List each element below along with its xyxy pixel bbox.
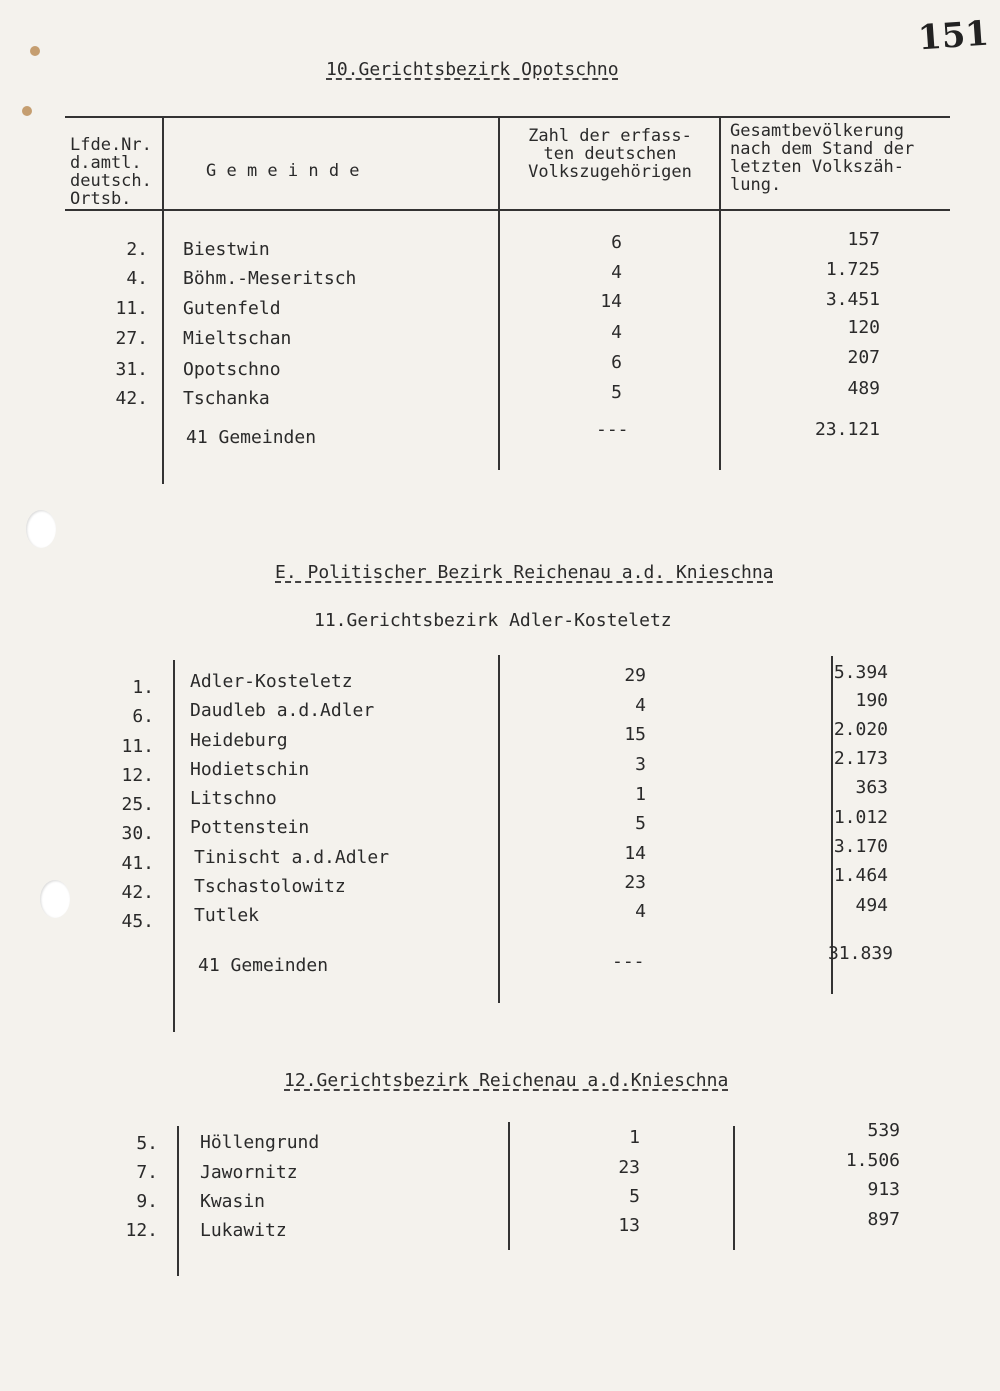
- row-zahl: 14: [624, 843, 646, 864]
- row-zahl: 13: [618, 1215, 640, 1236]
- punch-hole-top: [26, 510, 56, 548]
- total-zahl: ---: [596, 419, 629, 440]
- row-name: Hodietschin: [190, 759, 310, 780]
- section-title: 12.Gerichtsbezirk Reichenau a.d.Knieschna: [284, 1070, 729, 1091]
- row-gesamt: 2.020: [833, 719, 888, 740]
- district-heading: E. Politischer Bezirk Reichenau a.d. Knieschna: [275, 562, 774, 583]
- row-nr: 6.: [132, 706, 154, 727]
- col-header-gemeinde: G e m e i n d e: [206, 161, 360, 181]
- row-nr: 42.: [115, 388, 148, 409]
- row-gesamt: 5.394: [833, 662, 888, 683]
- row-name: Böhm.-Meseritsch: [183, 268, 357, 289]
- row-name: Opotschno: [183, 359, 281, 380]
- row-name: Jawornitz: [200, 1162, 298, 1183]
- row-nr: 42.: [121, 882, 154, 903]
- row-name: Tutlek: [194, 905, 260, 926]
- col-divider: [498, 118, 500, 470]
- row-zahl: 4: [611, 322, 622, 343]
- section-title: 11.Gerichtsbezirk Adler-Kosteletz: [314, 610, 672, 631]
- row-zahl: 4: [635, 901, 646, 922]
- punch-hole-bottom: [40, 880, 70, 918]
- row-zahl: 5: [611, 382, 622, 403]
- section-title: 10.Gerichtsbezirk Opotschno: [326, 59, 619, 80]
- col-divider: [162, 118, 164, 484]
- row-gesamt: 494: [855, 895, 888, 916]
- col-header-zahl: Zahl der erfass- ten deutschen Volkszugehörigen: [528, 126, 692, 182]
- total-gesamt: 31.839: [827, 943, 893, 964]
- row-nr: 12.: [121, 765, 154, 786]
- total-label: 41 Gemeinden: [198, 955, 329, 976]
- row-gesamt: 1.725: [825, 259, 880, 280]
- col-divider: [498, 655, 500, 1003]
- row-name: Adler-Kosteletz: [190, 671, 353, 692]
- row-zahl: 4: [635, 695, 646, 716]
- row-name: Kwasin: [200, 1191, 266, 1212]
- row-nr: 12.: [125, 1220, 158, 1241]
- row-nr: 11.: [115, 298, 148, 319]
- row-name: Mieltschan: [183, 328, 292, 349]
- row-gesamt: 2.173: [833, 748, 888, 769]
- col-divider: [173, 660, 175, 1032]
- row-zahl: 29: [624, 665, 646, 686]
- row-name: Tschastolowitz: [194, 876, 346, 897]
- header-bottom-rule: [65, 209, 950, 211]
- row-zahl: 5: [629, 1186, 640, 1207]
- page-number-stamp: 151: [916, 13, 991, 59]
- row-gesamt: 539: [867, 1120, 900, 1141]
- row-name: Tschanka: [183, 388, 270, 409]
- rust-mark: [30, 46, 40, 56]
- row-gesamt: 157: [847, 229, 880, 250]
- row-nr: 25.: [121, 794, 154, 815]
- row-zahl: 1: [635, 784, 646, 805]
- rust-mark: [22, 106, 32, 116]
- row-nr: 41.: [121, 853, 154, 874]
- row-gesamt: 1.506: [845, 1150, 900, 1171]
- row-zahl: 23: [624, 872, 646, 893]
- row-nr: 9.: [136, 1191, 158, 1212]
- row-nr: 11.: [121, 736, 154, 757]
- row-nr: 4.: [126, 268, 148, 289]
- row-name: Biestwin: [183, 239, 270, 260]
- row-name: Litschno: [190, 788, 277, 809]
- row-nr: 2.: [126, 239, 148, 260]
- row-zahl: 15: [624, 724, 646, 745]
- row-gesamt: 3.170: [833, 836, 888, 857]
- row-name: Lukawitz: [200, 1220, 287, 1241]
- total-zahl: ---: [612, 951, 645, 972]
- row-name: Pottenstein: [190, 817, 310, 838]
- row-nr: 5.: [136, 1133, 158, 1154]
- row-name: Gutenfeld: [183, 298, 281, 319]
- col-header-gesamt: Gesamtbevölkerung nach dem Stand der letzten Volkszäh- lung.: [730, 121, 915, 195]
- row-gesamt: 190: [855, 690, 888, 711]
- col-divider: [508, 1122, 510, 1250]
- row-name: Tinischt a.d.Adler: [194, 847, 390, 868]
- row-name: Heideburg: [190, 730, 288, 751]
- col-divider: [719, 118, 721, 470]
- row-nr: 27.: [115, 328, 148, 349]
- row-zahl: 6: [611, 232, 622, 253]
- col-divider: [177, 1126, 179, 1276]
- row-gesamt: 3.451: [825, 289, 880, 310]
- row-zahl: 3: [635, 754, 646, 775]
- row-gesamt: 489: [847, 378, 880, 399]
- row-gesamt: 1.012: [833, 807, 888, 828]
- row-zahl: 1: [629, 1127, 640, 1148]
- row-zahl: 6: [611, 352, 622, 373]
- row-zahl: 5: [635, 813, 646, 834]
- row-nr: 7.: [136, 1162, 158, 1183]
- row-zahl: 23: [618, 1157, 640, 1178]
- total-label: 41 Gemeinden: [186, 427, 317, 448]
- row-zahl: 14: [600, 291, 622, 312]
- row-zahl: 4: [611, 262, 622, 283]
- row-gesamt: 913: [867, 1179, 900, 1200]
- row-name: Höllengrund: [200, 1132, 320, 1153]
- col-header-nr: Lfde.Nr. d.amtl. deutsch. Ortsb.: [70, 135, 152, 209]
- row-gesamt: 120: [847, 317, 880, 338]
- total-gesamt: 23.121: [814, 419, 880, 440]
- row-gesamt: 1.464: [833, 865, 888, 886]
- row-nr: 31.: [115, 359, 148, 380]
- row-gesamt: 363: [855, 777, 888, 798]
- row-nr: 30.: [121, 823, 154, 844]
- col-divider: [733, 1126, 735, 1250]
- row-nr: 45.: [121, 911, 154, 932]
- row-gesamt: 207: [847, 347, 880, 368]
- row-gesamt: 897: [867, 1209, 900, 1230]
- header-top-rule: [65, 116, 950, 118]
- row-name: Daudleb a.d.Adler: [190, 700, 375, 721]
- row-nr: 1.: [132, 677, 154, 698]
